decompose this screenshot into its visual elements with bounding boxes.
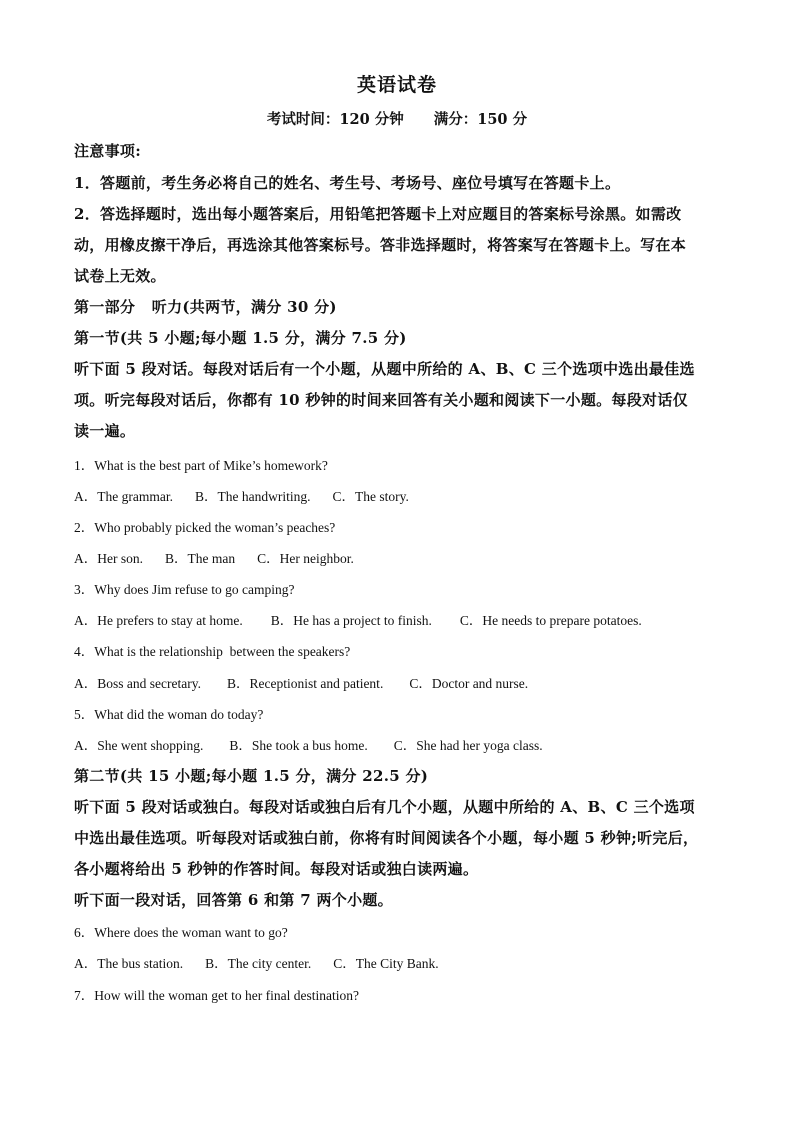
question-1: 1．What is the best part of Mike’s homework?: [74, 458, 328, 473]
option-c: C．The story.: [332, 489, 409, 504]
question-5-options: [74, 734, 722, 754]
notes-item-1: 1．答题前，考生务必将自己的姓名、考生号、考场号、座位号填写在答题卡上。: [74, 174, 621, 192]
exam-time: 考试时间：120 分钟: [266, 111, 404, 128]
option-a: A．She went shopping.: [74, 738, 204, 753]
section1-heading: 第一节(共 5 小题;每小题 1.5 分，满分 7.5 分): [74, 329, 407, 347]
section1-instructions-line-3: 读一遍。: [74, 422, 136, 440]
option-c: C．She had her yoga class.: [393, 738, 543, 753]
question-4-options: [74, 672, 722, 692]
option-c: C．Doctor and nurse.: [409, 676, 529, 691]
section1-instructions-line-1: 听下面 5 段对话。每段对话后有一个小题，从题中所给的 A、B、C 三个选项中选出最佳选: [74, 360, 695, 378]
option-c: C．Her neighbor.: [257, 551, 354, 566]
option-c: C．He needs to prepare potatoes.: [459, 613, 642, 628]
exam-score: 满分：150 分: [433, 111, 528, 128]
option-b: B．The city center.: [205, 956, 312, 971]
notes-heading: 注意事项:: [74, 142, 142, 160]
question-2-options: [74, 547, 722, 567]
part1-heading: 第一部分 听力(共两节，满分 30 分): [74, 298, 337, 316]
option-b: B．Receptionist and patient.: [226, 676, 384, 691]
notes-item-2-line-2: 动，用橡皮擦干净后，再选涂其他答案标号。答非选择题时，将答案写在答题卡上。写在本: [74, 236, 687, 254]
question-3: 3．Why does Jim refuse to go camping?: [74, 582, 295, 597]
question-5: 5．What did the woman do today?: [74, 707, 264, 722]
question-2: 2．Who probably picked the woman’s peaches?: [74, 520, 336, 535]
dialog-intro: 听下面一段对话，回答第 6 和第 7 两个小题。: [74, 891, 393, 909]
option-a: A．The bus station.: [74, 956, 184, 971]
section2-instructions-line-2: 中选出最佳选项。听每段对话或独白前，你将有时间阅读各个小题，每小题 5 秒钟;听完后，: [74, 829, 699, 847]
option-a: A．He prefers to stay at home.: [74, 613, 243, 628]
question-6-options: [74, 952, 722, 972]
option-a: A．Her son.: [74, 551, 143, 566]
section2-instructions-line-3: 各小题将给出 5 秒钟的作答时间。每段对话或独白读两遍。: [74, 860, 479, 878]
option-b: B．The handwriting.: [194, 489, 311, 504]
question-4: 4．What is the relationship between the speakers?: [74, 644, 351, 659]
section2-heading: 第二节(共 15 小题;每小题 1.5 分，满分 22.5 分): [74, 767, 429, 785]
option-b: B．He has a project to finish.: [270, 613, 432, 628]
section1-instructions-line-2: 项。听完每段对话后，你都有 10 秒钟的时间来回答有关小题和阅读下一小题。每段对话仅: [74, 391, 688, 409]
question-6: 6．Where does the woman want to go?: [74, 925, 288, 940]
question-1-options: [74, 485, 722, 505]
notes-item-2-line-3: 试卷上无效。: [74, 267, 166, 285]
option-b: B．The man: [165, 551, 236, 566]
exam-info: [0, 108, 794, 129]
option-a: A．Boss and secretary.: [74, 676, 201, 691]
question-7: 7．How will the woman get to her final destination?: [74, 988, 359, 1003]
notes-item-2-line-1: 2．答选择题时，选出每小题答案后，用铅笔把答题卡上对应题目的答案标号涂黑。如需改: [74, 205, 682, 223]
section2-instructions-line-1: 听下面 5 段对话或独白。每段对话或独白后有几个小题，从题中所给的 A、B、C 三个选项: [74, 798, 695, 816]
option-c: C．The City Bank.: [333, 956, 439, 971]
option-a: A．The grammar.: [74, 489, 173, 504]
question-3-options: [74, 609, 722, 629]
exam-title: 英语试卷: [356, 74, 437, 96]
option-b: B．She took a bus home.: [229, 738, 368, 753]
